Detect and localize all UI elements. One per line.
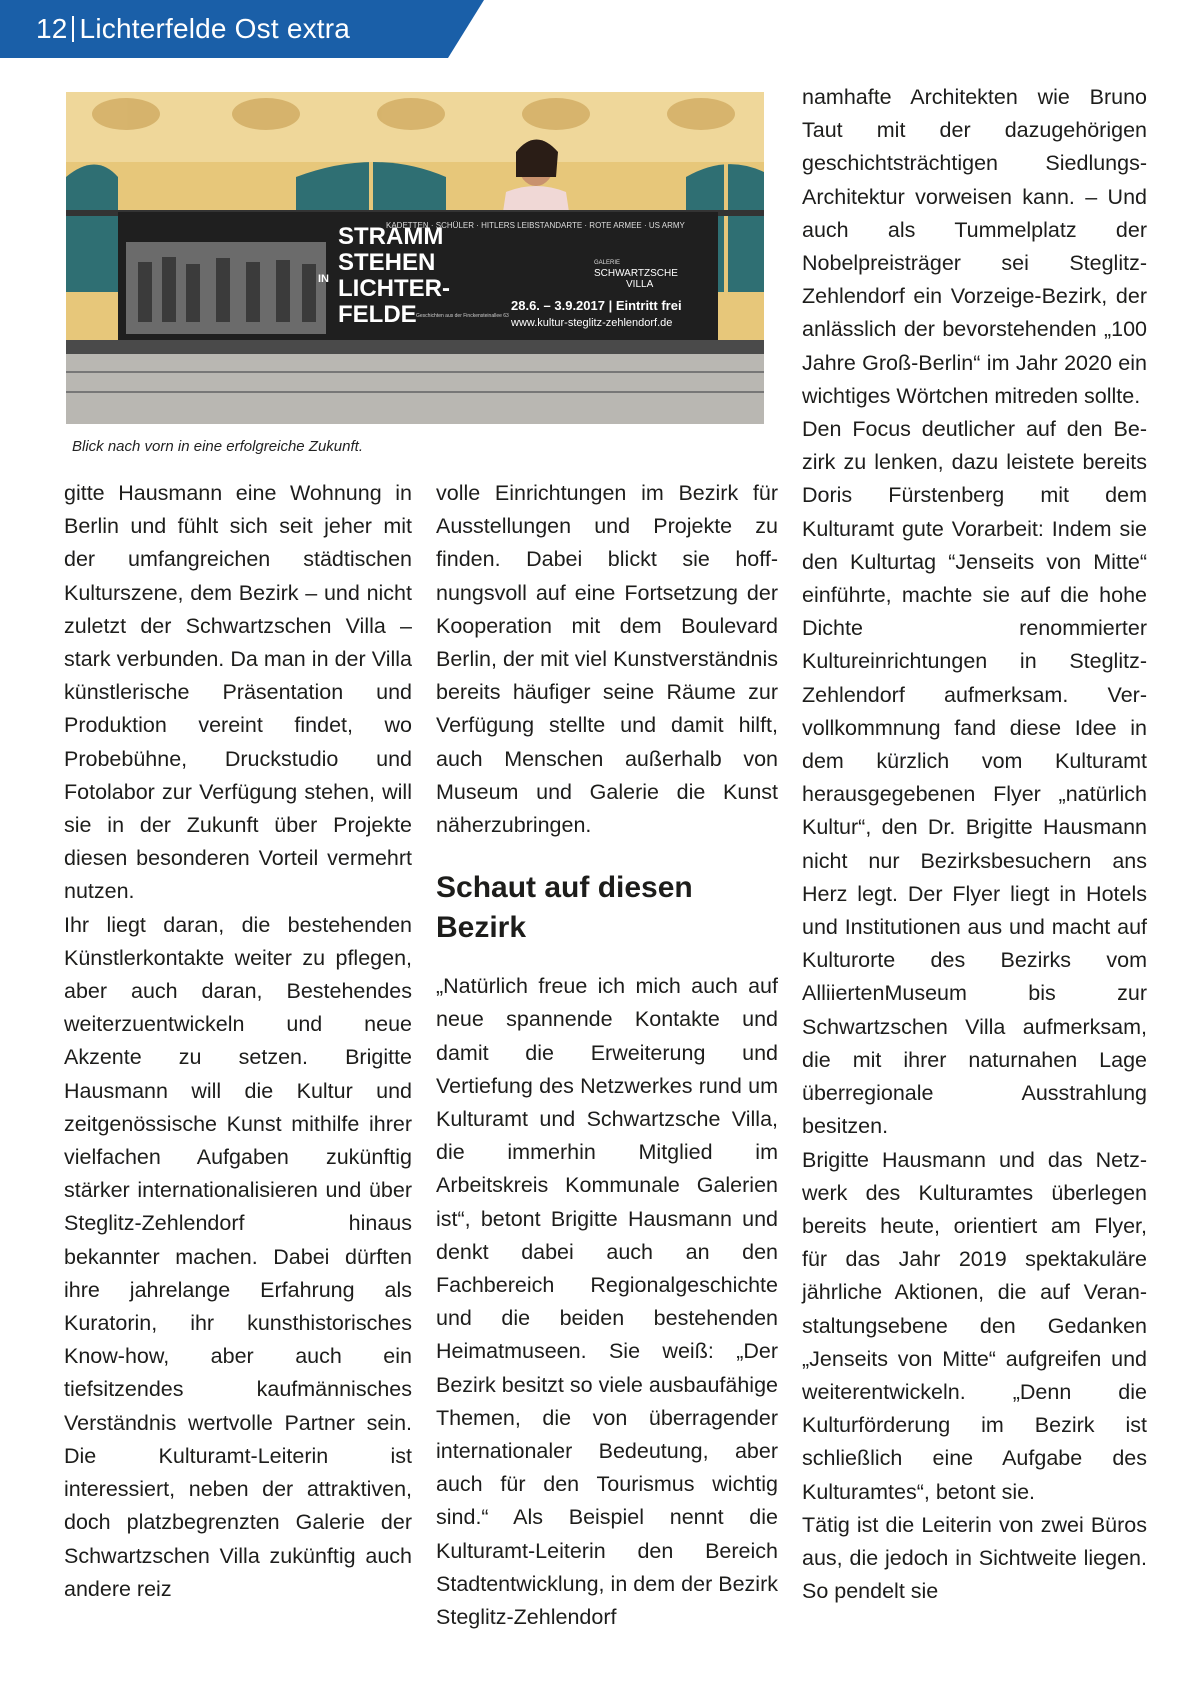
section-header-tab — [0, 0, 484, 58]
banner-headline-5: FELDE — [338, 301, 417, 328]
banner-subtitle: Geschichten aus der Finckensteinallee 63 — [416, 313, 509, 319]
paragraph: Ihr liegt daran, die bestehenden Künstlerkontakte weiter zu pflegen, aber auch daran, Bestehendes weiterzuentwickeln und neue Akzente zu setzen. Brigitte Hausmann will die Kultur und zeitgenössische Kunst mithilfe ihrer vielfachen Aufgaben zukünftig stärker internationalisieren und über Steglitz-Zehlendorf hinaus bekannter machen. Dabei dürften ihre jahrelange Erfahrung als Kuratorin, ihr kunsthistorisches Know-how, aber auch ein tiefsitzendes kaufmännisches Verständnis wertvolle Partner sein. Die Kulturamt-Leiterin ist interessiert, neben der attraktiven, doch platzbegrenzten Galerie der Schwartzschen Villa zukünftig auch andere reiz — [64, 912, 412, 1601]
banner-topline: KADETTEN · SCHÜLER · HITLERS LEIBSTANDARTE · ROTE ARMEE · US ARMY — [386, 221, 685, 230]
article-photo — [66, 92, 764, 424]
banner-headline-1: STRAMM — [338, 223, 444, 250]
banner-gallery-3: VILLA — [626, 279, 654, 290]
banner-gallery-2: SCHWARTZSCHE — [594, 268, 678, 279]
paragraph: Tätig ist die Leiterin von zwei Büros aus, die jedoch in Sichtweite liegen. So pendelt sie — [802, 1512, 1147, 1604]
article-column-1 — [64, 477, 412, 1606]
page-number: 12 — [36, 13, 68, 44]
paragraph: Brigitte Hausmann und das Netzwerk des Kulturamtes überlegen bereits heute, orientiert am Flyer, für das Jahr 2019 spektakuläre jährliche Aktionen, die auf Veranstaltungsebene den Gedanken „Jenseits von Mitte“ aufgreifen und weiterentwickeln. „Denn die Kulturförderung im Bezirk ist schließlich eine Aufgabe des Kulturamtes“, betont sie. — [802, 1147, 1147, 1504]
paragraph: „Natürlich freue ich mich auch auf neue spannende Kontakte und damit die Erweiterung und Vertiefung des Netzwerkes rund um Kulturamt und Schwartzsche Villa, die immerhin Mitglied im Arbeitskreis Kommunale Galerien ist“, betont Brigitte Hausmann und denkt dabei auch an den Fachbereich Regionalgeschichte und die beiden bestehenden Heimatmuseen. Sie weiß: „Der Bezirk besitzt so viele ausbaufähige Themen, die von überragender internationaler Bedeutung, aber auch für den Tourismus wichtig sind.“ Als Beispiel nennt die Kulturamt-Leiterin den Bereich Stadtentwicklung, in dem der Bezirk Steglitz-Zehlendorf — [436, 974, 778, 1630]
banner-gallery-1: GALERIE — [594, 260, 621, 266]
section-title: Lichterfelde Ost extra — [79, 13, 351, 44]
banner-headline-4: LICHTER- — [338, 275, 450, 302]
banner-dates: 28.6. – 3.9.2017 | Eintritt frei — [511, 298, 682, 313]
article-column-3 — [802, 81, 1147, 1608]
header-text — [36, 13, 350, 45]
header-divider — [72, 16, 74, 42]
photo-caption: Blick nach vorn in eine erfolgreiche Zukunft. — [72, 438, 363, 455]
banner-headline-2: STEHEN — [338, 249, 436, 276]
paragraph: Den Focus deutlicher auf den Bezirk zu lenken, dazu leistete bereits Doris Fürstenberg mit dem Kulturamt gute Vorarbeit: Indem sie den Kulturtag “Jenseits von Mitte“ einführte, machte sie auf die hohe Dichte renommierter Kultureinrichtungen in Steglitz-Zehlendorf aufmerksam. Vervollkommnung fand diese Idee in dem kürzlich vom Kulturamt herausgegebenen Flyer „natürlich Kultur“, den Dr. Brigitte Hausmann nicht nur Bezirksbesuchern ans Herz legt. Der Flyer liegt in Hotels und Institutionen aus und macht auf Kulturorte des Bezirks vom AlliiertenMuseum bis zur Schwartzschen Villa aufmerksam, die mit ihrer naturnahen Lage überregionale Ausstrahlung besitzen. — [802, 417, 1147, 1139]
article-column-2 — [436, 477, 778, 1634]
balcony-photo-illustration — [66, 92, 764, 424]
banner-url: www.kultur-steglitz-zehlendorf.de — [511, 317, 673, 329]
paragraph: volle Einrichtungen im Bezirk für Ausstellungen und Projekte zu finden. Dabei blickt sie hoffnungsvoll auf eine Fortsetzung der Kooperation mit dem Boulevard Berlin, der mit viel Kunstverständnis bereits häufiger seine Räume zur Verfügung stellte und damit hilft, auch Menschen außerhalb von Museum und Galerie die Kunst näherzubringen. — [436, 481, 778, 838]
banner-headline-3: IN — [318, 273, 329, 285]
paragraph: gitte Hausmann eine Wohnung in Berlin und fühlt sich seit jeher mit der umfangreichen städtischen Kulturszene, dem Bezirk – und nicht zuletzt der Schwartzschen Villa – stark verbunden. Da man in der Villa künstlerische Präsentation und Produktion vereint findet, wo Probebühne, Druckstudio und Fotolabor zur Verfügung stehen, will sie in der Zukunft über Projekte diesen besonderen Vorteil vermehrt nutzen. — [64, 481, 412, 904]
subheading: Schaut auf diesen Bezirk — [436, 871, 693, 945]
paragraph: namhafte Architekten wie Bruno Taut mit der dazugehörigen geschichtsträchtigen Siedlungs-Architektur vorweisen kann. – Und auch als Tummelplatz der Nobelpreisträger sei Steglitz-Zehlendorf ein Vorzeige-Bezirk, der anlässlich der bevorstehenden „100 Jahre Groß-Berlin“ im Jahr 2020 ein wichtiges Wörtchen mitreden sollte. — [802, 85, 1147, 408]
